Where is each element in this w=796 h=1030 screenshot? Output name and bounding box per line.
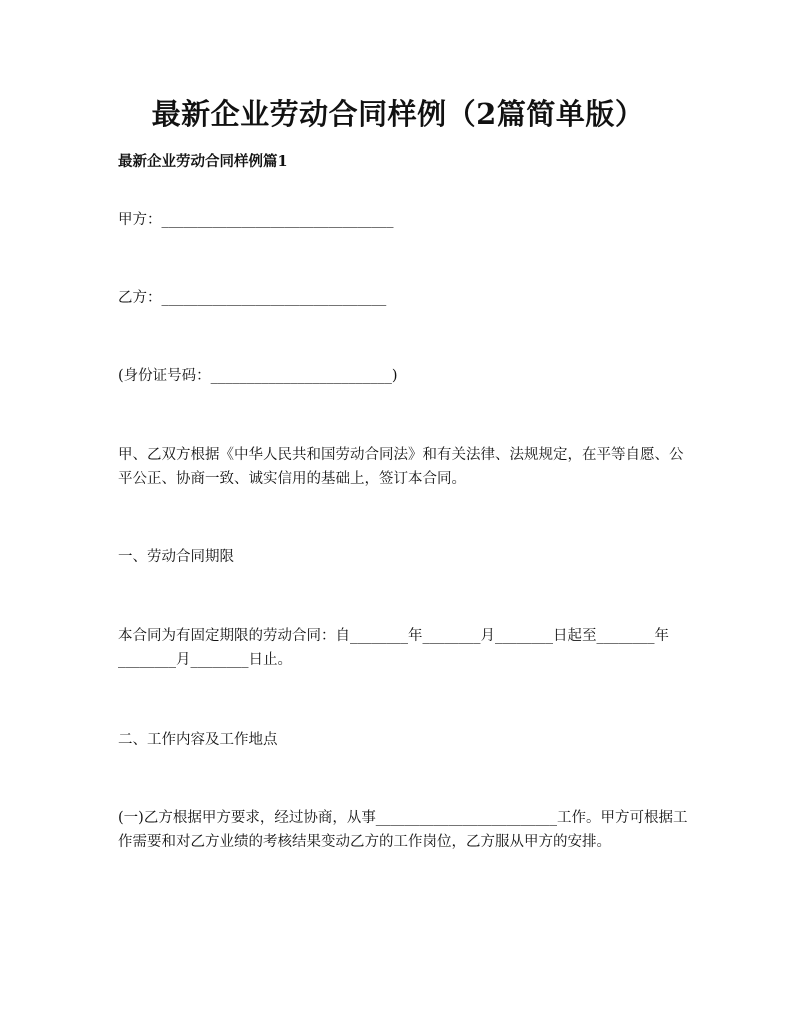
section-title: 最新企业劳动合同样例篇1 — [118, 153, 288, 170]
preamble-paragraph: 甲、乙双方根据《中华人民共和国劳动合同法》和有关法律、法规规定，在平等自愿、公平公正、协商一致、诚实信用的基础上，签订本合同。 — [118, 447, 684, 487]
id-number-line: (身份证号码：_________________________) — [118, 368, 398, 384]
clause-heading-term: 一、劳动合同期限 — [118, 549, 234, 565]
work-content-paragraph: (一)乙方根据甲方要求，经过协商，从事_________________________工作。甲方可根据工作需要和对乙方业绩的考核结果变动乙方的工作岗位，乙方服从甲方的安排。 — [118, 810, 688, 850]
party-b-line: 乙方：_______________________________ — [118, 290, 387, 306]
document-title: 最新企业劳动合同样例（2篇简单版） — [151, 97, 645, 131]
party-a-line: 甲方：________________________________ — [118, 212, 394, 228]
clause-heading-work: 二、工作内容及工作地点 — [118, 732, 278, 748]
contract-term-paragraph: 本合同为有固定期限的劳动合同：自________年________月________日起至________年________月________日止。 — [118, 628, 669, 668]
